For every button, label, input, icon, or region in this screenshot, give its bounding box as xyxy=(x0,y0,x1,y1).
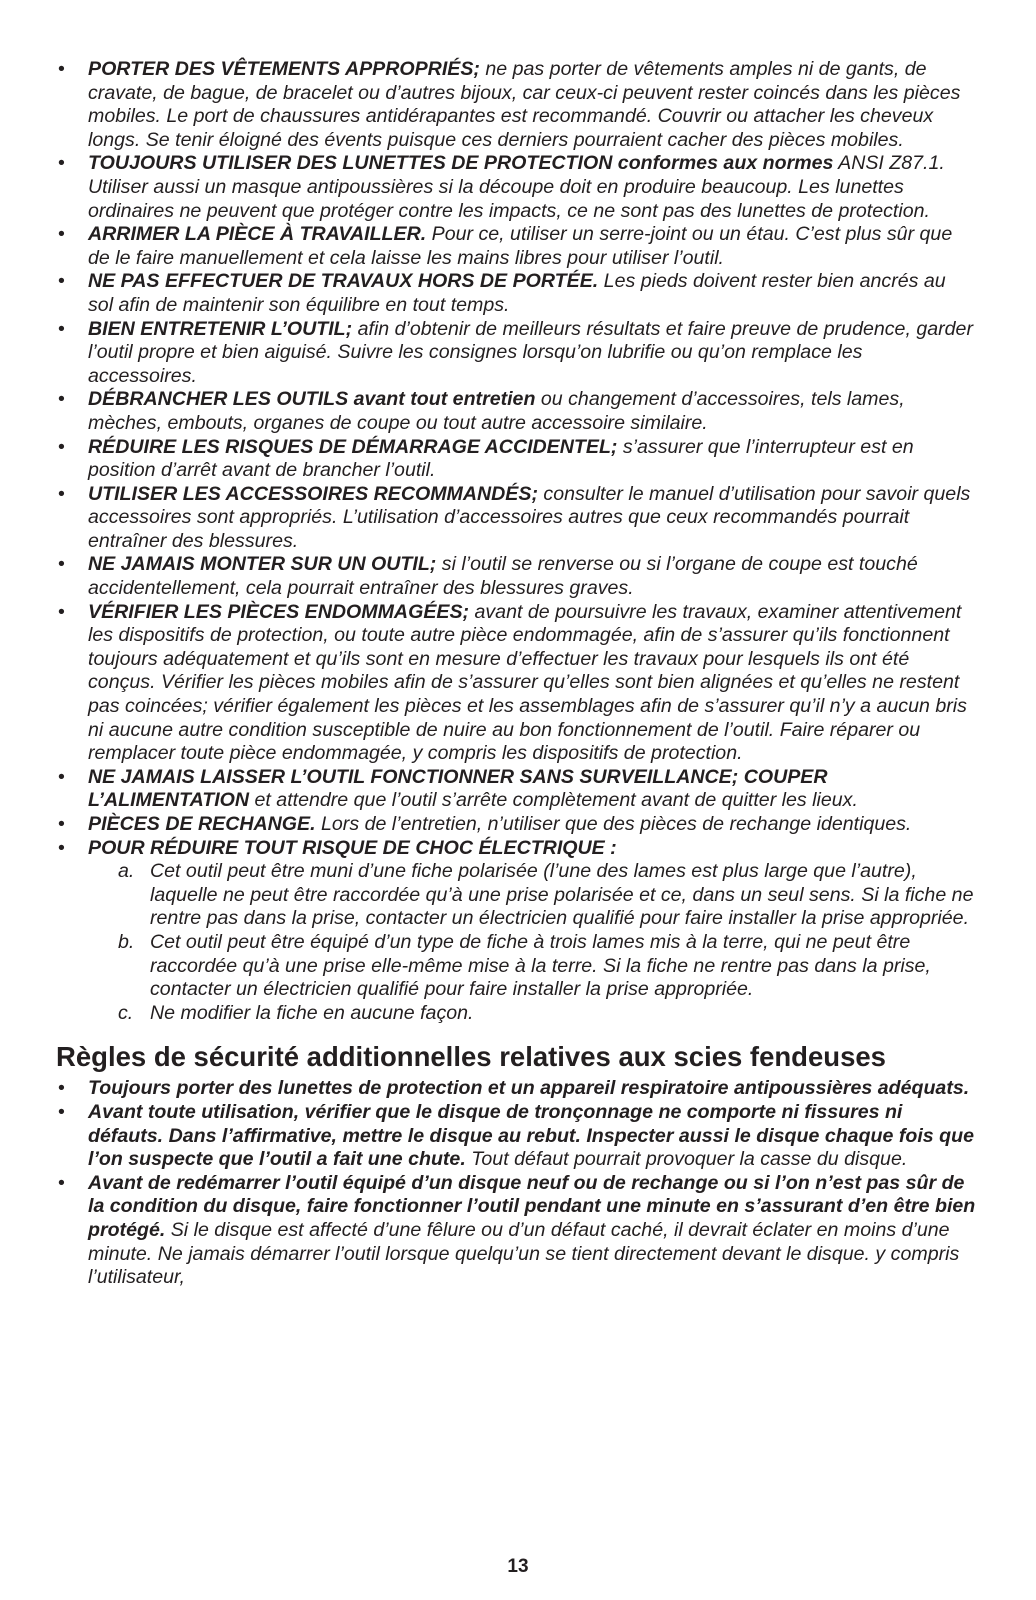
list-item xyxy=(56,270,976,317)
bullet: • xyxy=(58,765,65,788)
list-item xyxy=(56,436,976,483)
rule-bold-text: NE JAMAIS LAISSER L’OUTIL FONCTIONNER SANS SURVEILLANCE; COUPER L’ALIMENTATION xyxy=(88,765,828,812)
list-item xyxy=(56,318,976,389)
sublist-text: Cet outil peut être équipé d’un type de fiche à trois lames mis à la terre, qui ne peut être raccordée qu’à une prise elle-même mise à la terre. Si la fiche ne rentre pas dans la prise, contacter un électricien qualifié pour faire installer la prise appropriée. xyxy=(150,930,931,1001)
list-item xyxy=(56,813,976,837)
bullet: • xyxy=(58,317,65,340)
rule-bold-text: ARRIMER LA PIÈCE À TRAVAILLER. xyxy=(88,223,427,246)
list-item xyxy=(56,152,976,223)
list-item xyxy=(56,553,976,600)
rule-bold-text: NE JAMAIS MONTER SUR UN OUTIL; xyxy=(88,553,437,576)
page-number: 13 xyxy=(507,1556,529,1577)
list-item xyxy=(56,223,976,270)
bullet: • xyxy=(58,1100,65,1123)
rule-bold-text: PIÈCES DE RECHANGE. xyxy=(88,813,316,835)
sublist-item xyxy=(88,1002,976,1026)
sublist-letter: a. xyxy=(118,860,135,883)
list-item xyxy=(56,388,976,435)
rule-text: s’assurer que l’interrupteur est en position d’arrêt avant de brancher l’outil. xyxy=(88,435,914,482)
rule-bold-text: POUR RÉDUIRE TOUT RISQUE DE CHOC ÉLECTRIQUE : xyxy=(88,836,617,859)
list-item xyxy=(56,766,976,813)
section-heading: Règles de sécurité additionnelles relatives aux scies fendeuses xyxy=(56,1041,886,1073)
bullet: • xyxy=(58,813,65,835)
electric-shock-sublist xyxy=(88,860,976,1025)
bullet: • xyxy=(58,1077,65,1100)
sublist-letter: b. xyxy=(118,930,135,953)
rule-text: Lors de l’entretien, n’utiliser que des pièces de rechange identiques. xyxy=(315,813,912,835)
rule-bold-text: BIEN ENTRETENIR L’OUTIL; xyxy=(88,317,353,340)
bullet: • xyxy=(58,223,65,246)
list-item xyxy=(56,483,976,554)
bullet: • xyxy=(58,836,65,859)
rule-text: Les pieds doivent rester bien ancrés au sol afin de maintenir son équilibre en tout temps. xyxy=(88,270,946,316)
document-page xyxy=(56,58,976,1290)
bullet: • xyxy=(58,1171,65,1194)
rule-text: ne pas porter de vêtements amples ni de gants, de cravate, de bague, de bracelet ou d’autres bijoux, car ceux-ci peuvent rester coincés dans les pièces mobiles. Le port de chaussures antidérapantes est recommandé. Couvrir ou attacher les cheveux longs. Se tenir éloigné des évents puisque ces derniers pourraient cacher des pièces mobiles. xyxy=(88,58,961,151)
rule-bold-text: UTILISER LES ACCESSOIRES RECOMMANDÉS; xyxy=(88,482,538,505)
rule-bold-text: NE PAS EFFECTUER DE TRAVAUX HORS DE PORTÉE. xyxy=(88,270,599,293)
sublist-item xyxy=(88,931,976,1002)
list-item xyxy=(56,601,976,766)
rule-text: Si le disque est affecté d’une fêlure ou d’un défaut caché, il devrait éclater en moins d’une minute. Ne jamais démarrer l’outil lorsque quelqu’un se tient directement devant le disque. y compris l’utilisateur, xyxy=(88,1218,960,1289)
rule-bold-text: Toujours porter des lunettes de protection et un appareil respiratoire antipoussières adéquats. xyxy=(88,1077,970,1100)
rule-bold-text: PORTER DES VÊTEMENTS APPROPRIÉS; xyxy=(88,58,480,80)
rule-text: afin d’obtenir de meilleurs résultats et faire preuve de prudence, garder l’outil propre et bien aiguisé. Suivre les consignes lorsqu’on lubrifie ou qu’on remplace les accessoires. xyxy=(88,317,973,387)
general-safety-rules-list xyxy=(56,58,976,1025)
bullet: • xyxy=(58,58,65,80)
bullet: • xyxy=(58,152,65,175)
list-item xyxy=(56,1101,976,1172)
rule-bold-text: RÉDUIRE LES RISQUES DE DÉMARRAGE ACCIDENTEL; xyxy=(88,435,618,458)
rule-text: consulter le manuel d’utilisation pour savoir quels accessoires sont appropriés. L’utilisation d’accessoires autres que ceux recommandés pourrait entraîner des blessures. xyxy=(88,482,971,552)
bullet: • xyxy=(58,435,65,458)
rule-text: avant de poursuivre les travaux, examiner attentivement les dispositifs de protection, ou toute autre pièce endommagée, afin de s’assurer qu’ils fonctionnent toujours adéquatement et qu’ils sont en mesure d’effectuer les travaux pour lesquels ils ont été conçus. Vérifier les pièces mobiles afin de s’assurer qu’elles sont bien alignées et qu’elles ne restent pas coincées; vérifier également les pièces et les assemblages afin de s’assurer qu’il n’y a aucun bris ni aucune autre condition susceptible de nuire au bon fonctionnement de l’outil. Faire réparer ou remplacer toute pièce endommagée, y compris les dispositifs de protection. xyxy=(88,600,967,765)
sublist-item xyxy=(88,860,976,931)
bullet: • xyxy=(58,482,65,505)
rule-bold-text: DÉBRANCHER LES OUTILS avant tout entretien xyxy=(88,388,536,411)
sublist-text: Ne modifier la fiche en aucune façon. xyxy=(150,1001,474,1024)
rule-bold-text: Avant toute utilisation, vérifier que le disque de tronçonnage ne comporte ni fissures ni défauts. Dans l’affirmative, mettre le disque au rebut. Inspecter aussi le disque chaque fois que l’on suspecte que l’outil a fait une chute. xyxy=(88,1100,974,1171)
rule-bold-text: Avant de redémarrer l’outil équipé d’un disque neuf ou de rechange ou si l’on n’est pas sûr de la condition du disque, faire fonctionner l’outil pendant une minute en s’assurant d’en être bien protégé. xyxy=(88,1171,976,1241)
rule-text: ANSI Z87.1. Utiliser aussi un masque antipoussières si la découpe doit en produire beaucoup. Les lunettes ordinaires ne peuvent que protéger contre les impacts, ce ne sont pas des lunettes de protection. xyxy=(88,152,945,222)
sublist-text: Cet outil peut être muni d’une fiche polarisée (l’une des lames est plus large que l’autre), laquelle ne peut être raccordée qu’à une prise polarisée et ce, dans un seul sens. Si la fiche ne rentre pas dans la prise, contacter un électricien qualifié pour faire installer la prise appropriée. xyxy=(150,860,974,930)
rule-text: Tout défaut pourrait provoquer la casse du disque. xyxy=(465,1148,908,1171)
sublist-letter: c. xyxy=(118,1001,134,1024)
bullet: • xyxy=(58,600,65,623)
bullet: • xyxy=(58,553,65,576)
rule-text: si l’outil se renverse ou si l’organe de coupe est touché accidentellement, cela pourrait entraîner des blessures graves. xyxy=(88,553,918,600)
rule-text: et attendre que l’outil s’arrête complètement avant de quitter les lieux. xyxy=(249,789,858,812)
rule-text: Pour ce, utiliser un serre-joint ou un étau. C’est plus sûr que de le faire manuellement et cela laisse les mains libres pour utiliser l’outil. xyxy=(88,223,953,269)
additional-rules-list xyxy=(56,1077,976,1289)
list-item xyxy=(56,1077,976,1101)
bullet: • xyxy=(58,270,65,293)
rule-bold-text: VÉRIFIER LES PIÈCES ENDOMMAGÉES; xyxy=(88,600,470,623)
bullet: • xyxy=(58,388,65,411)
rule-text: ou changement d’accessoires, tels lames, mèches, embouts, organes de coupe ou tout autre accessoire similaire. xyxy=(88,388,905,434)
list-item xyxy=(56,1172,976,1290)
rule-bold-text: TOUJOURS UTILISER DES LUNETTES DE PROTECTION conformes aux normes xyxy=(88,152,834,175)
list-item xyxy=(56,58,976,152)
list-item xyxy=(56,837,976,1026)
